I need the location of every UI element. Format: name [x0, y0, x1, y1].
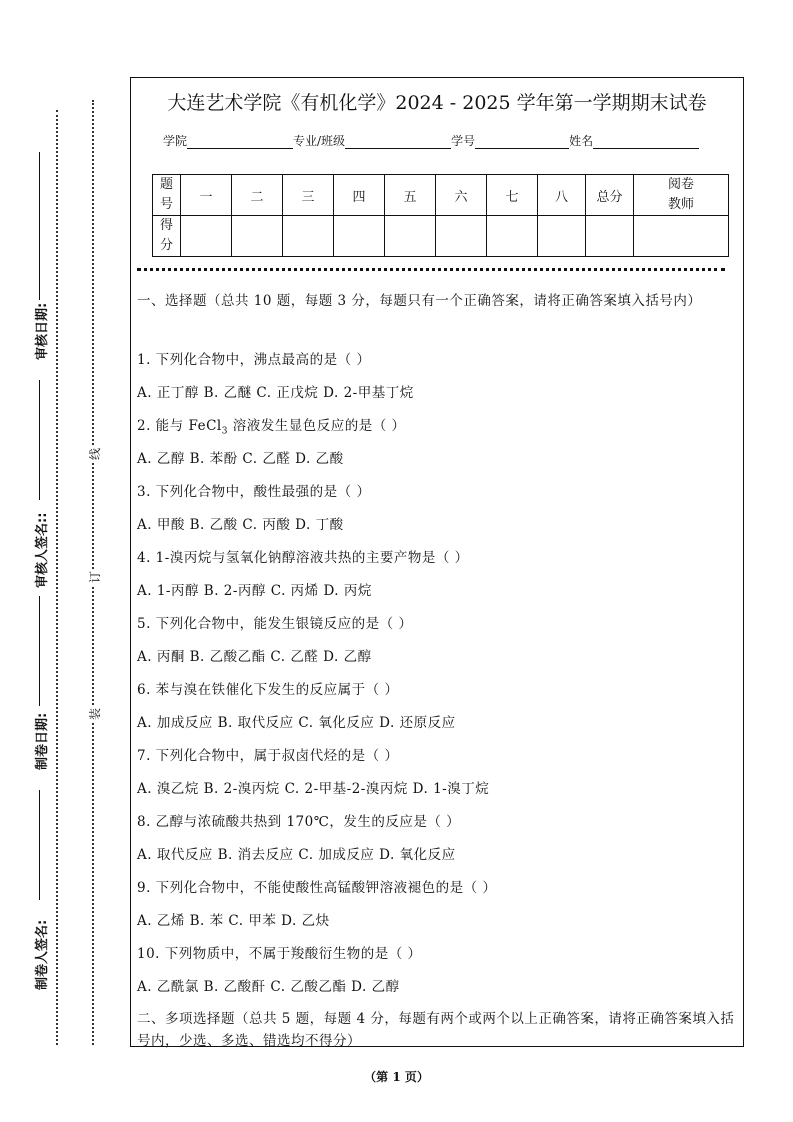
options-7: A. 溴乙烷 B. 2-溴丙烷 C. 2-甲基-2-溴丙烷 D. 1-溴丁烷	[137, 781, 490, 797]
options-8: A. 取代反应 B. 消去反应 C. 加成反应 D. 氧化反应	[137, 847, 456, 863]
question-10: 10. 下列物质中，不属于羧酸衍生物的是（ ）	[137, 946, 422, 962]
col-total: 总分	[586, 175, 634, 216]
section2-heading: 二、多项选择题（总共 5 题，每题 4 分，每题有两个或两个以上正确答案，请将正确答案填入括号内，少选、多选、错选均不得分）	[137, 1011, 735, 1049]
outer-dotted-line	[56, 110, 58, 1045]
binding-mark-xian: 线	[88, 447, 102, 460]
field-college-label: 学院	[163, 134, 188, 148]
score-cell[interactable]	[385, 216, 436, 257]
field-college-blank[interactable]	[187, 136, 293, 149]
review-date-line	[39, 152, 40, 300]
review-date-label: 审核日期:	[35, 302, 50, 360]
options-5: A. 丙酮 B. 乙酸乙酯 C. 乙醛 D. 乙醇	[137, 649, 372, 665]
score-row-label: 得 分	[153, 216, 181, 257]
score-table	[152, 174, 729, 257]
question-8: 8. 乙醇与浓硫酸共热到 170℃，发生的反应是（ ）	[137, 814, 461, 830]
col-1: 一	[181, 175, 232, 216]
col-2: 二	[232, 175, 283, 216]
section1-heading: 一、选择题（总共 10 题，每题 3 分，每题只有一个正确答案，请将正确答案填入括号内）	[137, 293, 702, 309]
options-6: A. 加成反应 B. 取代反应 C. 氧化反应 D. 还原反应	[137, 715, 456, 731]
binding-mark-zhuang: 装	[88, 707, 102, 720]
score-cell[interactable]	[634, 216, 729, 257]
field-major-label: 专业/班级	[293, 134, 346, 148]
binding-margin	[0, 0, 130, 1122]
prepare-date-line	[39, 596, 40, 706]
reviewer-sign-label: 审核人签名::	[35, 512, 50, 588]
reviewer-sign-line	[39, 380, 40, 500]
options-2: A. 乙醇 B. 苯酚 C. 乙醛 D. 乙酸	[137, 451, 344, 467]
score-cell[interactable]	[586, 216, 634, 257]
dotted-separator	[137, 268, 725, 271]
exam-frame	[130, 77, 744, 1047]
question-4: 4. 1-溴丙烷与氢氧化钠醇溶液共热的主要产物是（ ）	[137, 550, 469, 566]
binding-mark-ding: 订	[88, 570, 102, 583]
score-header-label: 题 号	[153, 175, 181, 216]
field-name-blank[interactable]	[593, 136, 699, 149]
question-2: 2. 能与 FeCl$_3$ 溶液发生显色反应的是（ ）	[137, 418, 406, 437]
score-cell[interactable]	[436, 216, 487, 257]
field-id-blank[interactable]	[475, 136, 569, 149]
col-8: 八	[538, 175, 586, 216]
prepare-date-label: 制卷日期:	[35, 712, 50, 770]
options-10: A. 乙酰氯 B. 乙酸酐 C. 乙酸乙酯 D. 乙醇	[137, 979, 400, 995]
page-number: （第 1 页）	[364, 1070, 429, 1084]
score-cell[interactable]	[232, 216, 283, 257]
options-4: A. 1-丙醇 B. 2-丙醇 C. 丙烯 D. 丙烷	[137, 583, 372, 599]
col-3: 三	[283, 175, 334, 216]
question-3: 3. 下列化合物中，酸性最强的是（ ）	[137, 484, 371, 500]
col-6: 六	[436, 175, 487, 216]
score-cell[interactable]	[334, 216, 385, 257]
score-cell[interactable]	[181, 216, 232, 257]
options-3: A. 甲酸 B. 乙酸 C. 丙酸 D. 丁酸	[137, 517, 344, 533]
options-9: A. 乙烯 B. 苯 C. 甲苯 D. 乙炔	[137, 913, 330, 929]
score-cell[interactable]	[283, 216, 334, 257]
exam-title: 大连艺术学院《有机化学》2024 - 2025 学年第一学期期末试卷	[167, 92, 707, 114]
score-cell[interactable]	[487, 216, 538, 257]
field-id-label: 学号	[451, 134, 476, 148]
student-info-row	[163, 132, 699, 149]
question-9: 9. 下列化合物中，不能使酸性高锰酸钾溶液褪色的是（ ）	[137, 880, 497, 896]
col-4: 四	[334, 175, 385, 216]
field-name-label: 姓名	[569, 134, 594, 148]
col-5: 五	[385, 175, 436, 216]
preparer-sign-label: 制卷人签名:	[35, 919, 50, 990]
col-grader: 阅卷 教师	[634, 175, 729, 216]
question-7: 7. 下列化合物中，属于叔卤代烃的是（ ）	[137, 748, 399, 764]
col-7: 七	[487, 175, 538, 216]
options-1: A. 正丁醇 B. 乙醚 C. 正戊烷 D. 2-甲基丁烷	[137, 385, 414, 401]
field-major-blank[interactable]	[345, 136, 451, 149]
question-1: 1. 下列化合物中，沸点最高的是（ ）	[137, 352, 371, 368]
question-5: 5. 下列化合物中，能发生银镜反应的是（ ）	[137, 616, 413, 632]
question-6: 6. 苯与溴在铁催化下发生的反应属于（ ）	[137, 682, 399, 698]
score-cell[interactable]	[538, 216, 586, 257]
preparer-sign-line	[39, 790, 40, 900]
